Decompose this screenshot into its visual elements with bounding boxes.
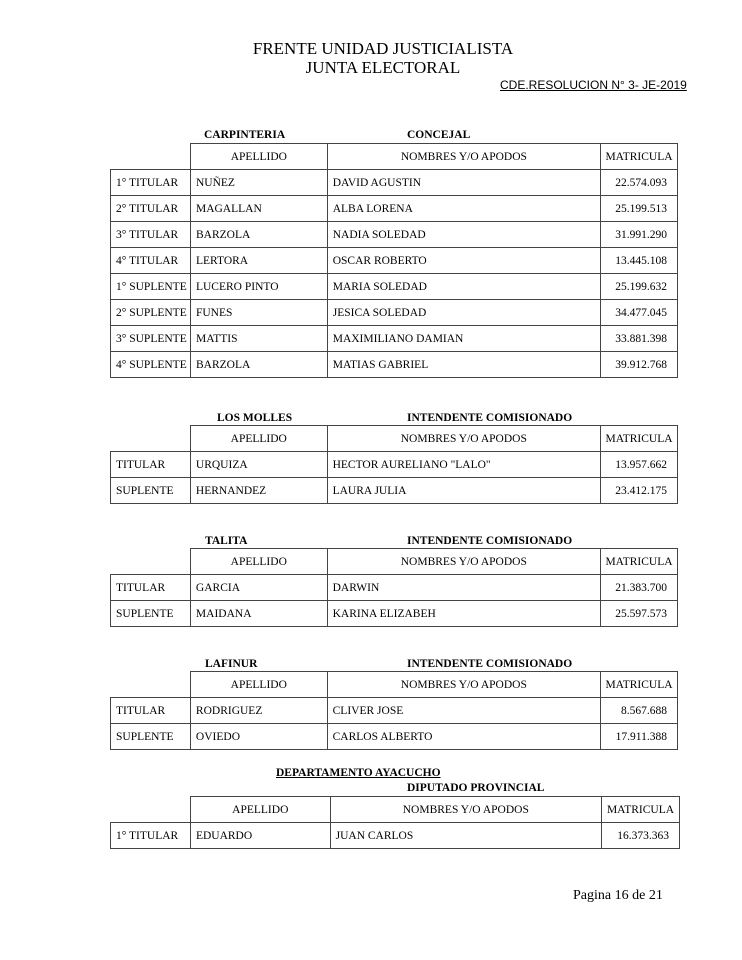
matricula-cell: 25.199.632 bbox=[601, 274, 678, 300]
apellido-cell: EDUARDO bbox=[190, 823, 330, 849]
page-number: Pagina 16 de 21 bbox=[573, 888, 663, 903]
apellido-cell: MATTIS bbox=[190, 326, 327, 352]
apellido-cell: HERNANDEZ bbox=[190, 478, 327, 504]
table-header-row bbox=[111, 672, 678, 698]
table-row bbox=[111, 698, 678, 724]
table-row bbox=[111, 222, 678, 248]
column-header: APELLIDO bbox=[190, 797, 330, 823]
nombres-cell: NADIA SOLEDAD bbox=[327, 222, 600, 248]
table-row bbox=[111, 326, 678, 352]
matricula-cell: 22.574.093 bbox=[601, 170, 678, 196]
matricula-cell: 8.567.688 bbox=[601, 698, 678, 724]
table-row bbox=[111, 274, 678, 300]
nombres-cell: OSCAR ROBERTO bbox=[327, 248, 600, 274]
candidates-table bbox=[110, 796, 680, 849]
table-row bbox=[111, 352, 678, 378]
apellido-cell: BARZOLA bbox=[190, 222, 327, 248]
candidates-table bbox=[110, 143, 678, 378]
role-cell: 1° TITULAR bbox=[111, 170, 191, 196]
table-header-row bbox=[111, 549, 678, 575]
table-row bbox=[111, 196, 678, 222]
column-header: MATRICULA bbox=[601, 672, 678, 698]
nombres-cell: HECTOR AURELIANO "LALO" bbox=[327, 452, 600, 478]
nombres-cell: DARWIN bbox=[327, 575, 600, 601]
role-cell: SUPLENTE bbox=[111, 478, 191, 504]
section-place: LAFINUR bbox=[205, 658, 258, 670]
matricula-cell: 23.412.175 bbox=[601, 478, 678, 504]
matricula-cell: 25.597.573 bbox=[601, 601, 678, 627]
nombres-cell: MARIA SOLEDAD bbox=[327, 274, 600, 300]
matricula-cell: 25.199.513 bbox=[601, 196, 678, 222]
role-cell: 3° TITULAR bbox=[111, 222, 191, 248]
nombres-cell: CLIVER JOSE bbox=[327, 698, 600, 724]
role-cell: 4° SUPLENTE bbox=[111, 352, 191, 378]
apellido-cell: MAIDANA bbox=[190, 601, 327, 627]
apellido-cell: NUÑEZ bbox=[190, 170, 327, 196]
column-header: APELLIDO bbox=[190, 144, 327, 170]
section-office: CONCEJAL bbox=[407, 129, 471, 141]
apellido-cell: LERTORA bbox=[190, 248, 327, 274]
role-cell: 2° SUPLENTE bbox=[111, 300, 191, 326]
column-header: APELLIDO bbox=[190, 672, 327, 698]
role-cell: 2° TITULAR bbox=[111, 196, 191, 222]
nombres-cell: ALBA LORENA bbox=[327, 196, 600, 222]
table-header-row bbox=[111, 144, 678, 170]
section-place: LOS MOLLES bbox=[217, 412, 293, 424]
apellido-cell: GARCIA bbox=[190, 575, 327, 601]
column-header: NOMBRES Y/O APODOS bbox=[327, 549, 600, 575]
table-row bbox=[111, 601, 678, 627]
table-row bbox=[111, 724, 678, 750]
table-row bbox=[111, 248, 678, 274]
role-cell: TITULAR bbox=[111, 698, 191, 724]
table-header-row bbox=[111, 426, 678, 452]
apellido-cell: OVIEDO bbox=[190, 724, 327, 750]
column-header: MATRICULA bbox=[601, 144, 678, 170]
section-office: DIPUTADO PROVINCIAL bbox=[407, 782, 545, 794]
nombres-cell: JESICA SOLEDAD bbox=[327, 300, 600, 326]
table-row bbox=[111, 575, 678, 601]
table-row bbox=[111, 823, 680, 849]
role-cell: SUPLENTE bbox=[111, 601, 191, 627]
apellido-cell: RODRIGUEZ bbox=[190, 698, 327, 724]
document-title: FRENTE UNIDAD JUSTICIALISTA bbox=[252, 39, 514, 58]
table-header-row bbox=[111, 797, 680, 823]
section-office: INTENDENTE COMISIONADO bbox=[407, 412, 573, 424]
matricula-cell: 16.373.363 bbox=[602, 823, 680, 849]
column-header: NOMBRES Y/O APODOS bbox=[327, 672, 600, 698]
role-cell: 1° TITULAR bbox=[111, 823, 191, 849]
section-office: INTENDENTE COMISIONADO bbox=[407, 658, 573, 670]
matricula-cell: 13.957.662 bbox=[601, 452, 678, 478]
document-subtitle: JUNTA ELECTORAL bbox=[305, 58, 461, 77]
apellido-cell: LUCERO PINTO bbox=[190, 274, 327, 300]
candidates-table bbox=[110, 671, 678, 750]
table-row bbox=[111, 300, 678, 326]
department-heading: DEPARTAMENTO AYACUCHO bbox=[276, 767, 441, 779]
apellido-cell: MAGALLAN bbox=[190, 196, 327, 222]
matricula-cell: 39.912.768 bbox=[601, 352, 678, 378]
column-header: NOMBRES Y/O APODOS bbox=[327, 426, 600, 452]
role-cell: SUPLENTE bbox=[111, 724, 191, 750]
section-place: TALITA bbox=[205, 535, 248, 547]
matricula-cell: 17.911.388 bbox=[601, 724, 678, 750]
resolution-number: CDE.RESOLUCION N° 3- JE-2019 bbox=[500, 78, 687, 92]
role-cell: TITULAR bbox=[111, 575, 191, 601]
table-row bbox=[111, 170, 678, 196]
column-header: NOMBRES Y/O APODOS bbox=[330, 797, 601, 823]
role-cell: TITULAR bbox=[111, 452, 191, 478]
column-header: MATRICULA bbox=[602, 797, 680, 823]
role-cell: 1° SUPLENTE bbox=[111, 274, 191, 300]
matricula-cell: 21.383.700 bbox=[601, 575, 678, 601]
nombres-cell: JUAN CARLOS bbox=[330, 823, 601, 849]
nombres-cell: LAURA JULIA bbox=[327, 478, 600, 504]
role-cell: 4° TITULAR bbox=[111, 248, 191, 274]
table-row bbox=[111, 478, 678, 504]
section-office: INTENDENTE COMISIONADO bbox=[407, 535, 573, 547]
matricula-cell: 33.881.398 bbox=[601, 326, 678, 352]
column-header: APELLIDO bbox=[190, 426, 327, 452]
table-row bbox=[111, 452, 678, 478]
candidates-table bbox=[110, 548, 678, 627]
nombres-cell: DAVID AGUSTIN bbox=[327, 170, 600, 196]
column-header: NOMBRES Y/O APODOS bbox=[327, 144, 600, 170]
nombres-cell: MAXIMILIANO DAMIAN bbox=[327, 326, 600, 352]
apellido-cell: URQUIZA bbox=[190, 452, 327, 478]
nombres-cell: CARLOS ALBERTO bbox=[327, 724, 600, 750]
candidates-table bbox=[110, 425, 678, 504]
nombres-cell: MATIAS GABRIEL bbox=[327, 352, 600, 378]
apellido-cell: FUNES bbox=[190, 300, 327, 326]
nombres-cell: KARINA ELIZABEH bbox=[327, 601, 600, 627]
matricula-cell: 31.991.290 bbox=[601, 222, 678, 248]
column-header: APELLIDO bbox=[190, 549, 327, 575]
apellido-cell: BARZOLA bbox=[190, 352, 327, 378]
section-place: CARPINTERIA bbox=[204, 129, 286, 141]
matricula-cell: 34.477.045 bbox=[601, 300, 678, 326]
column-header: MATRICULA bbox=[601, 549, 678, 575]
matricula-cell: 13.445.108 bbox=[601, 248, 678, 274]
column-header: MATRICULA bbox=[601, 426, 678, 452]
role-cell: 3° SUPLENTE bbox=[111, 326, 191, 352]
